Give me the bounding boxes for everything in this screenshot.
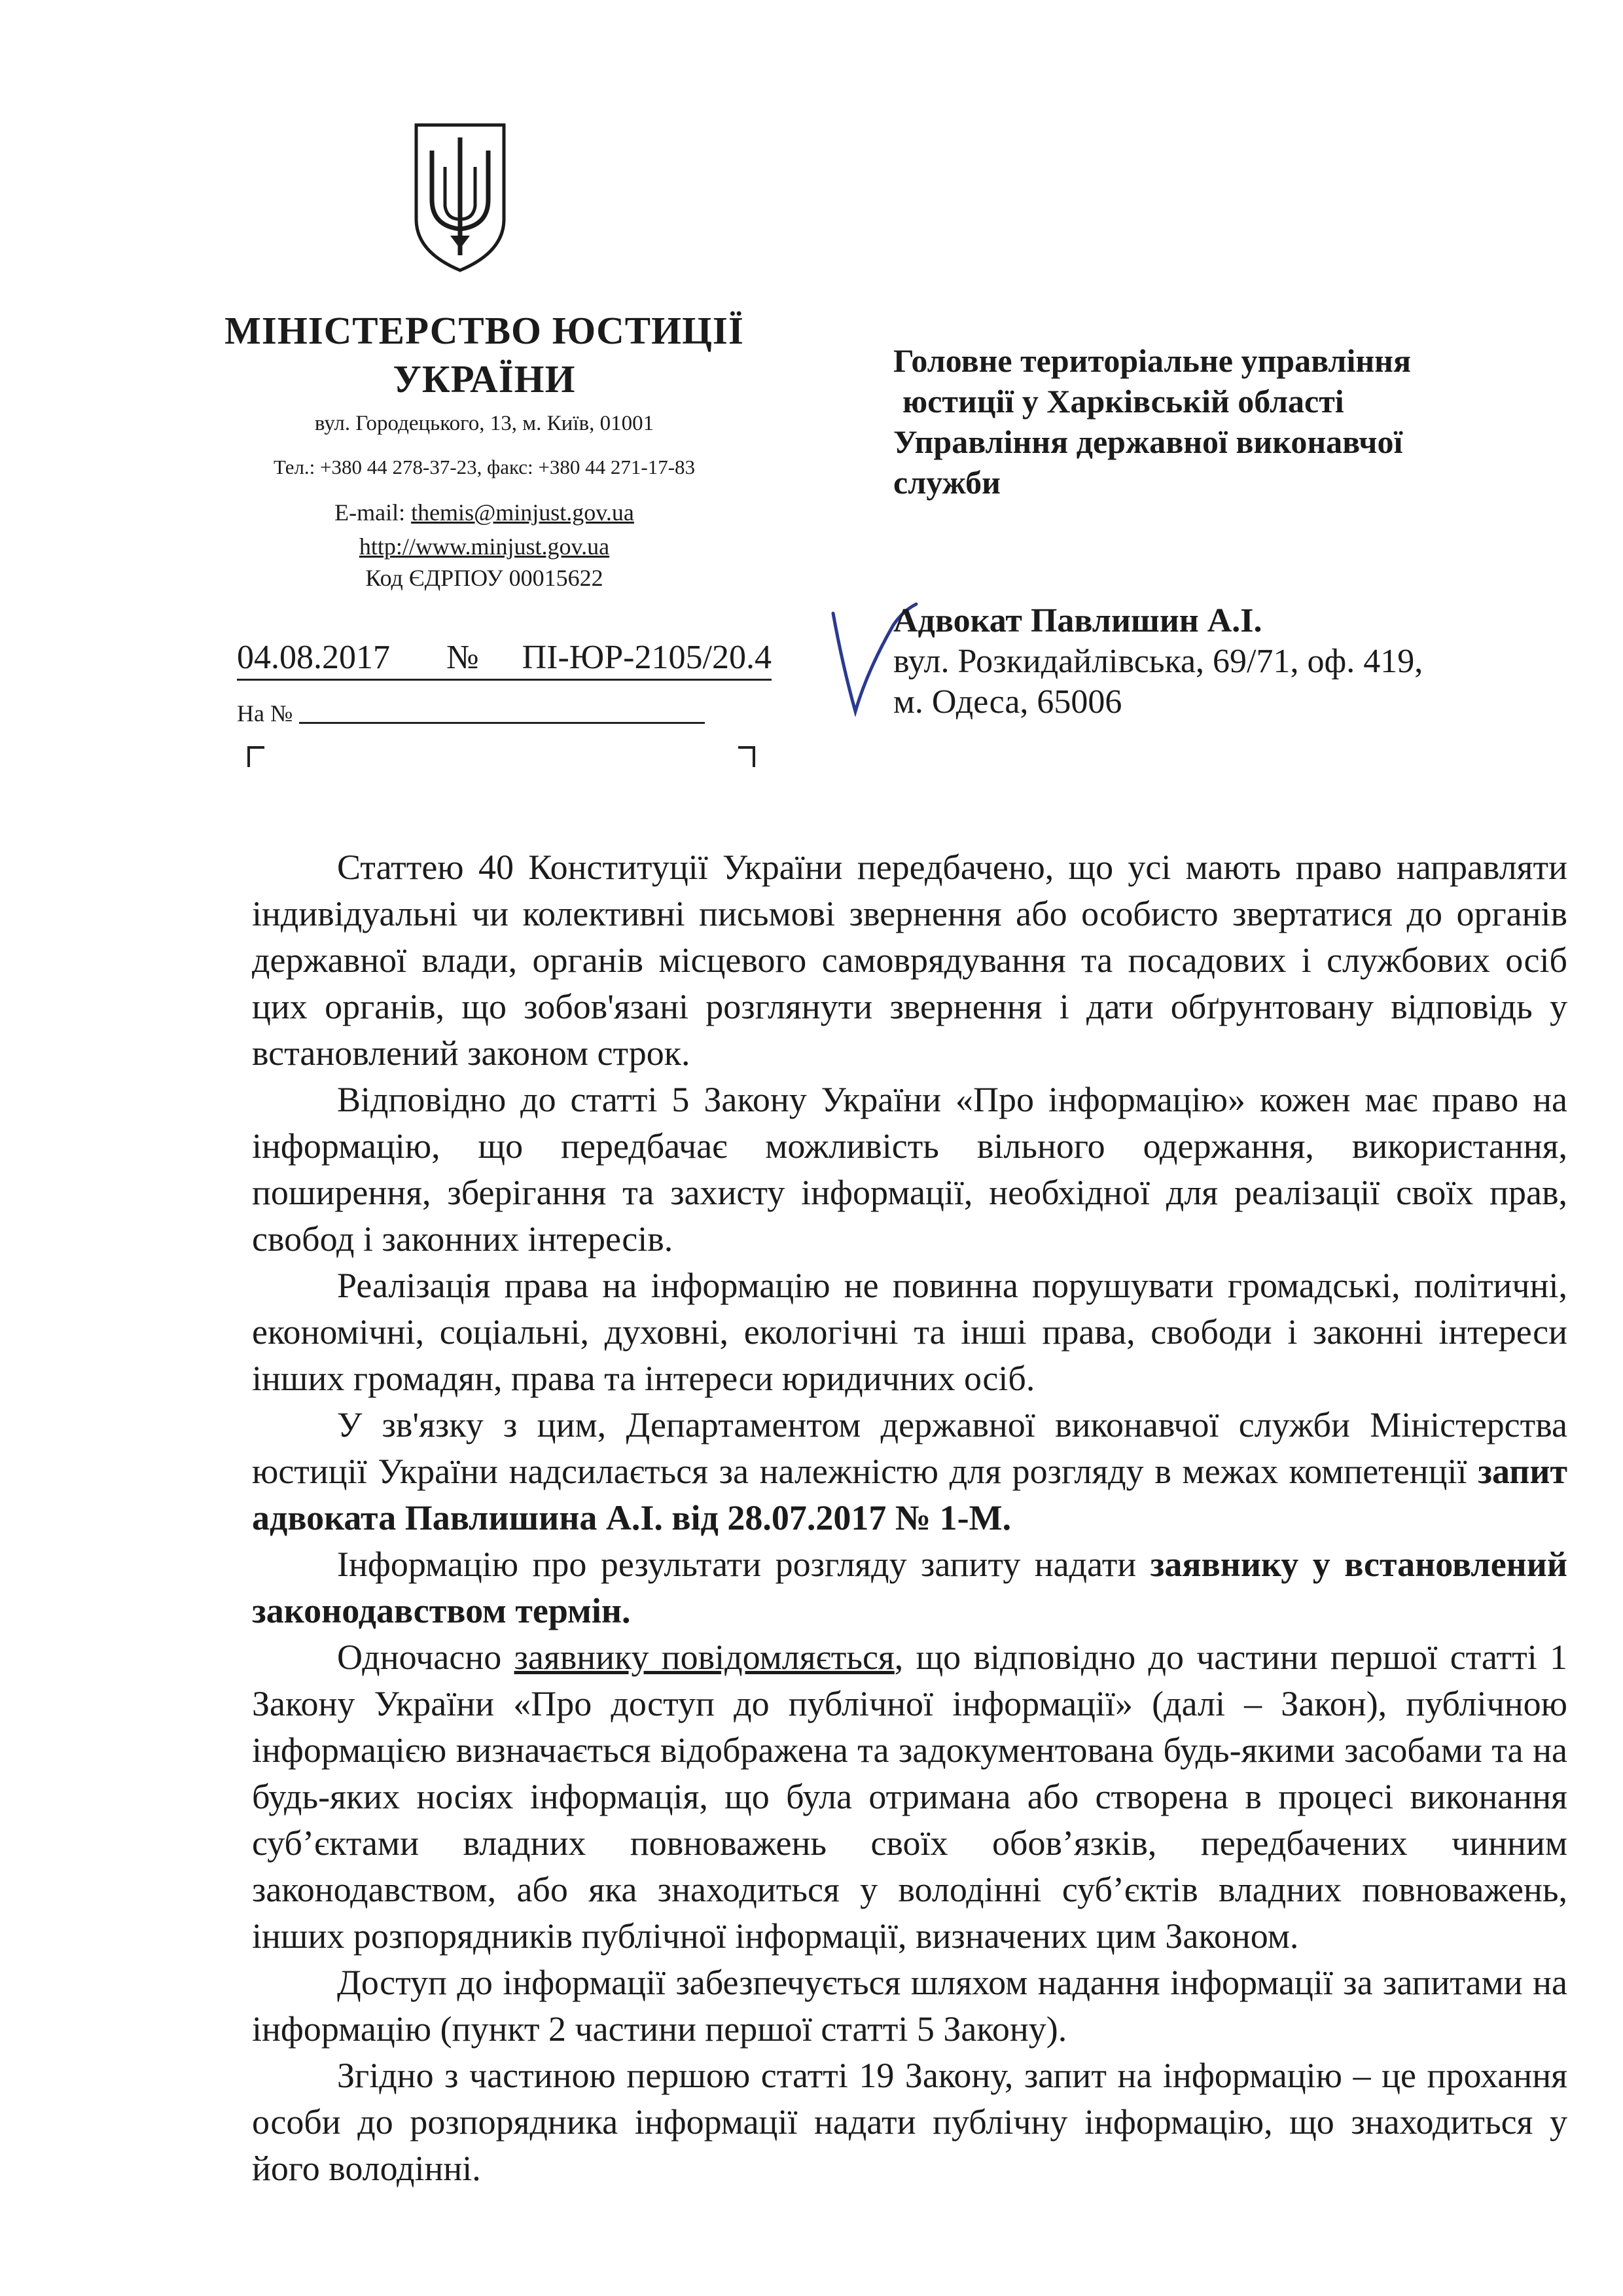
ministry-name: [196, 306, 772, 403]
recipient-org-line3: Управління державної виконавчої: [893, 423, 1403, 460]
ministry-website-line: [196, 531, 772, 562]
body-paragraph-4: [252, 1402, 1567, 1541]
trident-emblem-icon: [411, 121, 509, 275]
ministry-website-link[interactable]: http://www.minjust.gov.ua: [359, 533, 610, 560]
addressee-name: Адвокат Павлишин А.І.: [893, 602, 1262, 639]
letter-body: [252, 844, 1567, 2192]
body-paragraph-6-rest: , що відповідно до частини першої статті 1 Закону України «Про доступ до публічної інформації» (далі – Закон), публічною інформацією визначається відображена та задокументована будь-якими засобами та на будь-яких носіях інформація, що була отримана або створена в процесі виконання суб’єктами владних повноважень своїх обов’язків, передбачених чинним законодавством, або яка знаходиться у володінні суб’єктів владних повноважень, інших розпорядників публічної інформації, визначених цим Законом.: [252, 1638, 1567, 1956]
body-paragraph-5-text: Інформацію про результати розгляду запиту надати: [337, 1545, 1150, 1584]
ministry-name-line2: УКРАЇНИ: [393, 357, 576, 401]
document-date: 04.08.2017: [237, 639, 390, 676]
ministry-address: вул. Городецького, 13, м. Київ, 01001: [314, 412, 654, 435]
recipient-organization: [893, 340, 1574, 503]
document-number: ПІ-ЮР-2105/20.4: [522, 639, 772, 676]
recipient-org-line4: служби: [893, 464, 1001, 501]
body-paragraph-6-underlined: заявнику повідомляється: [514, 1638, 895, 1677]
ministry-email-line: [196, 497, 772, 528]
address-corner-left: [247, 746, 264, 767]
ministry-phone: Тел.: +380 44 278-37-23, факс: +380 44 271-17-83: [273, 456, 696, 478]
body-paragraph-2: Відповідно до статті 5 Закону України «Про інформацію» кожен має право на інформацію, що передбачає можливість вільного одержання, використання, поширення, зберігання та захисту інформації, необхідної для реалізації своїх прав, свобод і законних інтересів.: [252, 1080, 1567, 1259]
addressee: [893, 601, 1574, 723]
body-paragraph-3: Реалізація права на інформацію не повинна порушувати громадські, політичні, економічні, соціальні, духовні, екологічні та інші права, свободи і законні інтереси інших громадян, права та інтереси юридичних осіб.: [252, 1266, 1567, 1398]
document-number-sign: №: [446, 639, 479, 676]
body-paragraph-4-text: У зв'язку з цим, Департаментом державної виконавчої служби Міністерства юстиції України надсилається за належністю для розгляду в межах компетенції: [252, 1405, 1567, 1491]
ministry-email-label: E-mail:: [334, 499, 406, 526]
address-corner-right: [738, 746, 755, 767]
addressee-city: м. Одеса, 65006: [893, 683, 1122, 721]
body-paragraph-5: [252, 1541, 1567, 1634]
ministry-edrpou: Код ЄДРПОУ 00015622: [365, 565, 603, 591]
body-paragraph-5-bold: заявнику у встановлений законодавством термін.: [252, 1545, 1568, 1630]
body-paragraph-6-start: Одночасно: [337, 1638, 514, 1677]
document-number-line: [237, 638, 772, 681]
body-paragraph-1: Статтею 40 Конституції України передбачено, що усі мають право направляти індивідуальні чи колективні письмові звернення або особисто звертатися до органів державної влади, органів місцевого самоврядування та посадових і службових осіб цих органів, що зобов'язані розглянути звернення і дати обґрунтовану відповідь у встановлений законом строк.: [252, 848, 1567, 1073]
body-paragraph-6: [252, 1634, 1567, 1960]
body-paragraph-4-bold: запит адвоката Павлишина А.І. від 28.07.2017 № 1-М.: [252, 1452, 1567, 1537]
recipient-org-line2: юстиції у Харківській області: [902, 383, 1344, 420]
ministry-email-link[interactable]: themis@minjust.gov.ua: [411, 499, 634, 526]
body-paragraph-8: Згідно з частиною першою статті 19 Закону, запит на інформацію – це прохання особи до розпорядника інформації надати публічну інформацію, що знаходиться у його володінні.: [252, 2056, 1567, 2188]
body-paragraph-7: Доступ до інформації забезпечується шляхом надання інформації за запитами на інформацію (пункт 2 частини першої статті 5 Закону).: [252, 1963, 1567, 2049]
reference-line: [237, 699, 705, 728]
reference-blank: [299, 702, 705, 724]
addressee-street: вул. Розкидайлівська, 69/71, оф. 419,: [893, 643, 1423, 680]
recipient-org-line1: Головне територіальне управління: [893, 342, 1412, 379]
ministry-name-line1: МІНІСТЕРСТВО ЮСТИЦІЇ: [224, 309, 744, 352]
reference-label: На №: [237, 700, 293, 726]
